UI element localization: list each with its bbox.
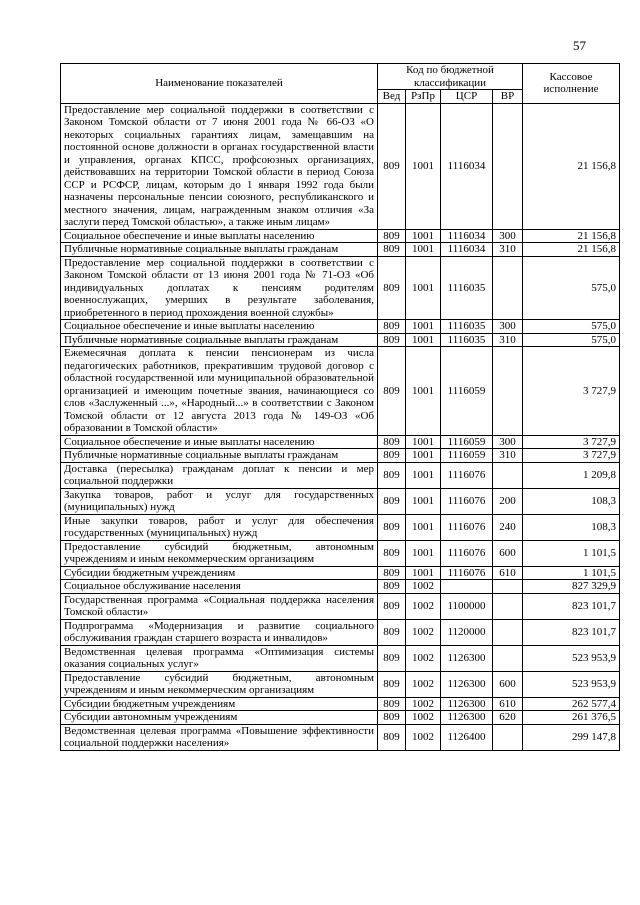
table-row bbox=[61, 320, 620, 334]
row-amount: 21 156,8 bbox=[523, 229, 620, 243]
row-amount: 21 156,8 bbox=[523, 243, 620, 257]
row-csr: 1116034 bbox=[441, 103, 493, 229]
row-vr bbox=[493, 462, 523, 488]
row-name: Публичные нормативные социальные выплаты гражданам bbox=[61, 243, 378, 257]
row-amount: 108,3 bbox=[523, 514, 620, 540]
row-vr bbox=[493, 724, 523, 750]
row-name: Ежемесячная доплата к пенсии пенсионерам из числа педагогических работников, прекратившим трудовой договор с областной государственной или муниципальной образовательной организацией и имеющим почетные звания, начинающиеся со слов «Заслуженный ...», «Народный...» в соответствии с Законом Томской области от 12 августа 2013 года № 149-ОЗ «Об образовании в Томской области» bbox=[61, 347, 378, 436]
row-name: Субсидии автономным учреждениям bbox=[61, 711, 378, 725]
row-amount: 261 376,5 bbox=[523, 711, 620, 725]
row-amount: 108,3 bbox=[523, 488, 620, 514]
row-ved: 809 bbox=[378, 435, 406, 449]
row-csr: 1116035 bbox=[441, 333, 493, 347]
row-rzpr: 1001 bbox=[406, 449, 441, 463]
table-row bbox=[61, 593, 620, 619]
row-vr: 300 bbox=[493, 435, 523, 449]
row-vr bbox=[493, 347, 523, 436]
row-ved: 809 bbox=[378, 320, 406, 334]
row-name: Закупка товаров, работ и услуг для государственных (муниципальных) нужд bbox=[61, 488, 378, 514]
table-row bbox=[61, 243, 620, 257]
row-name: Доставка (пересылка) гражданам доплат к пенсии и мер социальной поддержки bbox=[61, 462, 378, 488]
page-number: 57 bbox=[573, 38, 586, 53]
row-rzpr: 1001 bbox=[406, 333, 441, 347]
row-vr bbox=[493, 256, 523, 320]
row-vr: 240 bbox=[493, 514, 523, 540]
row-vr bbox=[493, 103, 523, 229]
row-rzpr: 1001 bbox=[406, 256, 441, 320]
row-csr: 1116076 bbox=[441, 540, 493, 566]
table-row bbox=[61, 435, 620, 449]
row-amount: 575,0 bbox=[523, 256, 620, 320]
row-amount: 823 101,7 bbox=[523, 593, 620, 619]
table-row bbox=[61, 580, 620, 594]
row-csr: 1116076 bbox=[441, 488, 493, 514]
row-csr: 1116059 bbox=[441, 449, 493, 463]
row-vr: 610 bbox=[493, 697, 523, 711]
row-csr: 1116076 bbox=[441, 514, 493, 540]
row-vr: 300 bbox=[493, 320, 523, 334]
row-amount: 823 101,7 bbox=[523, 619, 620, 645]
row-ved: 809 bbox=[378, 333, 406, 347]
table-row bbox=[61, 711, 620, 725]
header-code-group: Код по бюджетной классификации bbox=[378, 64, 523, 90]
row-ved: 809 bbox=[378, 229, 406, 243]
row-rzpr: 1002 bbox=[406, 711, 441, 725]
row-rzpr: 1001 bbox=[406, 103, 441, 229]
row-csr: 1126300 bbox=[441, 645, 493, 671]
header-amount: Кассовое исполнение bbox=[523, 64, 620, 104]
row-name: Субсидии бюджетным учреждениям bbox=[61, 697, 378, 711]
header-csr: ЦСР bbox=[441, 90, 493, 104]
row-amount: 3 727,9 bbox=[523, 435, 620, 449]
row-ved: 809 bbox=[378, 488, 406, 514]
row-csr: 1116035 bbox=[441, 256, 493, 320]
row-ved: 809 bbox=[378, 243, 406, 257]
row-ved: 809 bbox=[378, 462, 406, 488]
row-ved: 809 bbox=[378, 449, 406, 463]
row-rzpr: 1002 bbox=[406, 724, 441, 750]
row-amount: 1 101,5 bbox=[523, 566, 620, 580]
row-amount: 575,0 bbox=[523, 333, 620, 347]
row-name: Субсидии бюджетным учреждениям bbox=[61, 566, 378, 580]
row-vr: 300 bbox=[493, 229, 523, 243]
row-name: Социальное обеспечение и иные выплаты населению bbox=[61, 229, 378, 243]
table-row bbox=[61, 462, 620, 488]
table-row bbox=[61, 333, 620, 347]
row-name: Подпрограмма «Модернизация и развитие социального обслуживания граждан старшего возраста и инвалидов» bbox=[61, 619, 378, 645]
table-row bbox=[61, 256, 620, 320]
budget-table bbox=[60, 63, 620, 751]
row-vr: 310 bbox=[493, 333, 523, 347]
table-row bbox=[61, 514, 620, 540]
row-csr: 1126400 bbox=[441, 724, 493, 750]
row-csr: 1126300 bbox=[441, 671, 493, 697]
row-vr: 600 bbox=[493, 540, 523, 566]
row-csr bbox=[441, 580, 493, 594]
row-rzpr: 1001 bbox=[406, 566, 441, 580]
row-csr: 1126300 bbox=[441, 711, 493, 725]
row-ved: 809 bbox=[378, 697, 406, 711]
row-csr: 1116059 bbox=[441, 347, 493, 436]
table-row bbox=[61, 449, 620, 463]
table-row bbox=[61, 619, 620, 645]
header-ved: Вед bbox=[378, 90, 406, 104]
row-name: Государственная программа «Социальная поддержка населения Томской области» bbox=[61, 593, 378, 619]
row-rzpr: 1002 bbox=[406, 593, 441, 619]
row-csr: 1100000 bbox=[441, 593, 493, 619]
row-amount: 523 953,9 bbox=[523, 645, 620, 671]
row-name: Предоставление мер социальной поддержки в соответствии с Законом Томской области от 7 июня 2001 года № 66-ОЗ «О некоторых социальных гарантиях лицам, замещавшим на постоянной основе должности в органах государственной власти и управления, органах КПСС, профсоюзных организациях, действовавших на территории Томской области в период Союза ССР и РСФСР, лицам, которым до 1 января 1992 года были назначены персональные пенсии союзного, республиканского и местного значения, лицам, награжденным знаком отличия «За заслуги перед Томской областью», а также иным лицам» bbox=[61, 103, 378, 229]
row-vr: 610 bbox=[493, 566, 523, 580]
table-row bbox=[61, 347, 620, 436]
row-vr bbox=[493, 645, 523, 671]
header-rzpr: РзПр bbox=[406, 90, 441, 104]
row-csr: 1120000 bbox=[441, 619, 493, 645]
row-rzpr: 1001 bbox=[406, 347, 441, 436]
row-vr bbox=[493, 593, 523, 619]
row-name: Предоставление мер социальной поддержки в соответствии с Законом Томской области от 13 июня 2001 года № 71-ОЗ «Об индивидуальных доплатах к пенсиям родителям военнослужащих, умерших в результате заболевания, приобретенного в период прохождения военной службы» bbox=[61, 256, 378, 320]
row-amount: 827 329,9 bbox=[523, 580, 620, 594]
row-ved: 809 bbox=[378, 540, 406, 566]
row-vr bbox=[493, 580, 523, 594]
row-vr: 310 bbox=[493, 449, 523, 463]
row-amount: 262 577,4 bbox=[523, 697, 620, 711]
row-rzpr: 1001 bbox=[406, 540, 441, 566]
table-row bbox=[61, 540, 620, 566]
header-name: Наименование показателей bbox=[61, 64, 378, 104]
table-row bbox=[61, 566, 620, 580]
table-row bbox=[61, 724, 620, 750]
row-csr: 1116035 bbox=[441, 320, 493, 334]
row-amount: 523 953,9 bbox=[523, 671, 620, 697]
row-name: Социальное обслуживание населения bbox=[61, 580, 378, 594]
row-name: Публичные нормативные социальные выплаты гражданам bbox=[61, 333, 378, 347]
row-csr: 1116076 bbox=[441, 462, 493, 488]
row-csr: 1126300 bbox=[441, 697, 493, 711]
row-csr: 1116076 bbox=[441, 566, 493, 580]
row-rzpr: 1002 bbox=[406, 645, 441, 671]
row-ved: 809 bbox=[378, 256, 406, 320]
row-amount: 575,0 bbox=[523, 320, 620, 334]
row-vr: 310 bbox=[493, 243, 523, 257]
table-row bbox=[61, 697, 620, 711]
row-vr bbox=[493, 619, 523, 645]
row-vr: 600 bbox=[493, 671, 523, 697]
row-ved: 809 bbox=[378, 566, 406, 580]
row-name: Ведомственная целевая программа «Повышение эффективности социальной поддержки населения» bbox=[61, 724, 378, 750]
row-rzpr: 1001 bbox=[406, 514, 441, 540]
table-row bbox=[61, 229, 620, 243]
table-row bbox=[61, 488, 620, 514]
row-amount: 299 147,8 bbox=[523, 724, 620, 750]
table-row bbox=[61, 671, 620, 697]
row-rzpr: 1002 bbox=[406, 697, 441, 711]
row-csr: 1116034 bbox=[441, 229, 493, 243]
row-vr: 200 bbox=[493, 488, 523, 514]
row-ved: 809 bbox=[378, 711, 406, 725]
row-amount: 1 101,5 bbox=[523, 540, 620, 566]
row-ved: 809 bbox=[378, 645, 406, 671]
row-rzpr: 1002 bbox=[406, 619, 441, 645]
row-rzpr: 1001 bbox=[406, 462, 441, 488]
row-amount: 21 156,8 bbox=[523, 103, 620, 229]
row-ved: 809 bbox=[378, 580, 406, 594]
row-name: Предоставление субсидий бюджетным, автономным учреждениям и иным некоммерческим организациям bbox=[61, 671, 378, 697]
row-rzpr: 1001 bbox=[406, 243, 441, 257]
row-rzpr: 1002 bbox=[406, 671, 441, 697]
row-rzpr: 1001 bbox=[406, 488, 441, 514]
row-ved: 809 bbox=[378, 671, 406, 697]
row-rzpr: 1001 bbox=[406, 229, 441, 243]
row-name: Ведомственная целевая программа «Оптимизация системы оказания социальных услуг» bbox=[61, 645, 378, 671]
table-header bbox=[61, 64, 620, 104]
row-rzpr: 1002 bbox=[406, 580, 441, 594]
header-vr: ВР bbox=[493, 90, 523, 104]
row-amount: 1 209,8 bbox=[523, 462, 620, 488]
row-name: Предоставление субсидий бюджетным, автономным учреждениям и иным некоммерческим организациям bbox=[61, 540, 378, 566]
table-body bbox=[61, 103, 620, 750]
row-ved: 809 bbox=[378, 347, 406, 436]
table-row bbox=[61, 645, 620, 671]
row-ved: 809 bbox=[378, 619, 406, 645]
row-ved: 809 bbox=[378, 593, 406, 619]
row-name: Социальное обеспечение и иные выплаты населению bbox=[61, 320, 378, 334]
row-rzpr: 1001 bbox=[406, 320, 441, 334]
row-vr: 620 bbox=[493, 711, 523, 725]
row-csr: 1116034 bbox=[441, 243, 493, 257]
row-ved: 809 bbox=[378, 514, 406, 540]
table-row bbox=[61, 103, 620, 229]
row-name: Публичные нормативные социальные выплаты гражданам bbox=[61, 449, 378, 463]
row-name: Иные закупки товаров, работ и услуг для обеспечения государственных (муниципальных) нужд bbox=[61, 514, 378, 540]
row-ved: 809 bbox=[378, 724, 406, 750]
row-amount: 3 727,9 bbox=[523, 347, 620, 436]
row-rzpr: 1001 bbox=[406, 435, 441, 449]
row-ved: 809 bbox=[378, 103, 406, 229]
row-name: Социальное обеспечение и иные выплаты населению bbox=[61, 435, 378, 449]
row-amount: 3 727,9 bbox=[523, 449, 620, 463]
row-csr: 1116059 bbox=[441, 435, 493, 449]
